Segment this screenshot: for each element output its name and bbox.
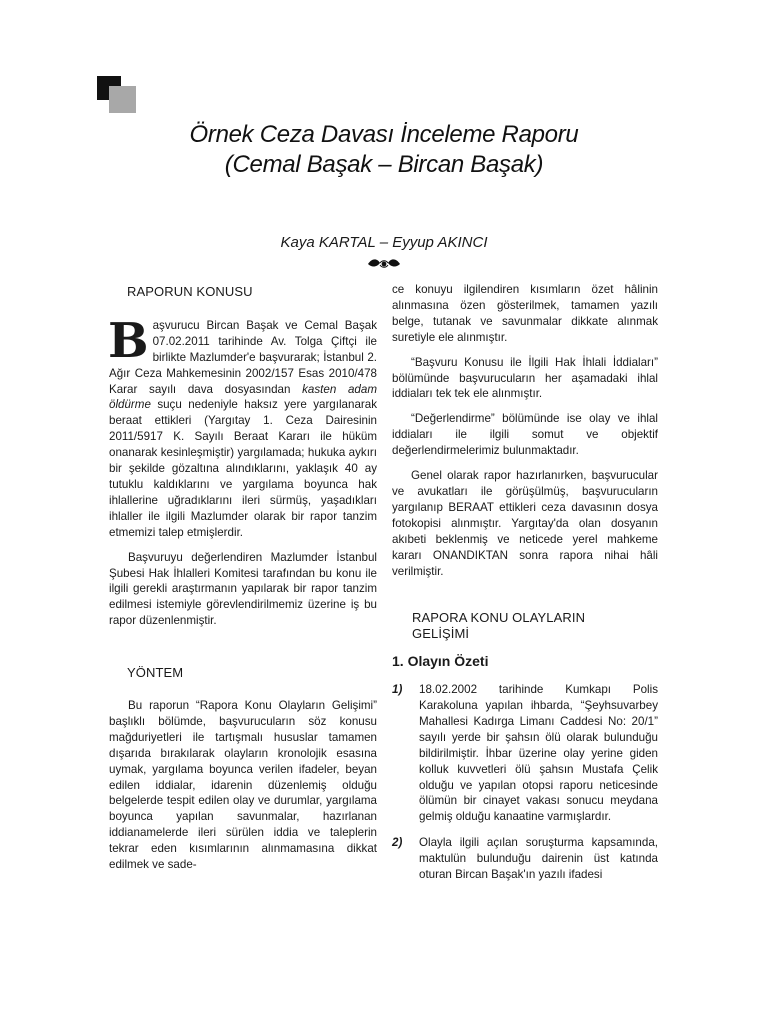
right-paragraph-1: ce konuyu ilgilendiren kısımların özet hâlinin alınmasına özen gösterilmek, tamamen yazılı belge, tutanak ve savunmalar dikkate alınmak suretiyle ele alınmıştır. xyxy=(392,283,658,344)
list-item xyxy=(392,835,658,883)
section-heading-konu: RAPORUN KONUSU xyxy=(127,284,253,299)
right-paragraph-2: “Başvuru Konusu ile İlgili Hak İhlali İddiaları” bölümünde başvurucuların her aşamadaki ihlal iddiaları tek tek ele alınmıştır. xyxy=(392,355,658,401)
gelisim-heading-line2: GELİŞİMİ xyxy=(412,626,470,642)
konu-p1-emphasis: kasten adam öldürme xyxy=(109,382,377,412)
right-paragraph-4: Genel olarak rapor hazırlanırken, başvurucular ve avukatları ile görüşülmüş, başvurucuların yargılanıp BERAAT ettikleri ceza davasının dosya fotokopisi alınmıştır. Yargıtay'da olan dosyanın akıbeti beklenmiş ve neticede yerel mahkeme kararı ONANDIKTAN sonra rapora nihai hâli verilmiştir. xyxy=(392,469,658,578)
section-heading-yontem: YÖNTEM xyxy=(127,665,184,681)
report-subtitle: (Cemal Başak – Bircan Başak) xyxy=(224,151,544,178)
gelisim-heading-line1: RAPORA KONU OLAYLARIN xyxy=(412,610,586,626)
konu-paragraph-1 xyxy=(108,312,377,541)
report-title: Örnek Ceza Davası İnceleme Raporu xyxy=(189,121,579,148)
konu-p1-text: aşvurucu Bircan Başak ve Cemal Başak 07.02.2011 tarihinde Av. Tolga Çiftçi ile birlikte Mazlumder'e başvurarak; İstanbul 2. Ağır Ceza Mahkemesinin 2002/157 Esas 2010/478 Karar sayılı dava dosyasından xyxy=(109,318,377,396)
konu-paragraph-2: Başvuruyu değerlendiren Mazlumder İstanbul Şubesi Hak İhlalleri Komitesi tarafından bu konu ile ilgili gerekli araştırmanın yapılarak bir rapor tanzim edilmesi istemiyle görevlendirilmemiz üzerine iş bu rapor düzenlenmiştir. xyxy=(109,550,377,628)
logo-gray-square xyxy=(109,86,136,113)
authors: Kaya KARTAL – Eyyup AKINCI xyxy=(280,234,488,251)
list-item-number: 1) xyxy=(392,683,403,697)
subheading-olay-ozeti: 1. Olayın Özeti xyxy=(392,653,489,670)
list-item-text: 18.02.2002 tarihinde Kumkapı Polis Karakoluna yapılan ihbarda, “Şeyhsuvarbey Mahallesi Kadırga Limanı Caddesi No: 20/1” sayılı yerde bir şahsın ölü olarak bulunduğu bildirilmiştir. İhbar üzerine olay yerine giden kolluk kuvvetleri ölü şahsın Mustafa Çelik olduğu ve yapılan otopsi raporu neticesinde ölümün bir cinayet vakası sonucu meydana gelmiş olduğu kanaatine varmışlardır. xyxy=(419,683,658,824)
drop-cap: B xyxy=(108,312,149,369)
right-paragraph-3: “Değerlendirme” bölümünde ise olay ve ihlal iddiaları ile ilgili somut ve objektif değerlendirmelerimiz bulunmaktadır. xyxy=(392,412,658,458)
ornament-icon xyxy=(366,258,402,270)
list-item-number: 2) xyxy=(392,836,403,850)
left-column xyxy=(109,284,377,882)
right-column xyxy=(392,282,658,893)
list-item-text: Olayla ilgili açılan soruşturma kapsamında, maktulün bulunduğu dairenin üst katında oturan Bircan Başak'ın yazılı ifadesi xyxy=(419,836,658,882)
yontem-paragraph-1: Bu raporun “Rapora Konu Olayların Gelişimi” başlıklı bölümde, başvurucuların söz konusu mağduriyetleri ile tartışmalı hususlar tamamen dışarıda bırakılarak olayların kronolojik esasına uymak, yargılama boyunca verilen ifadeler, beyan edilen iddialar, idarenin düzenlemiş olduğu belgelerde tespit edilen olay ve durumlar, yargılama boyunca yapılan savunmalar, hazırlanan iddianamelerde ileri sürülen iddia ve taleplerin tekrar eden kısımlarının alınmamasına dikkat edilmek ve sade- xyxy=(109,699,377,872)
konu-p1-text-rest: suçu nedeniyle haksız yere yargılanarak beraat ettikleri (Yargıtay 1. Ceza Dairesinin 2011/5917 K. Sayılı Beraat Kararı ile hüküm onanarak kesinleşmiştir) yargılamada; hukuka aykırı bir şekilde gözaltına alındıklarını, yaklaşık 40 ay tutuklu kaldıklarını ve yargılama boyunca hak ihlallerine uğradıklarını ileri sürmüş, yaşadıkları ihlaller ile ilgili Mazlumder olarak bir rapor tanzim etmemizi talep etmişlerdir. xyxy=(109,398,377,539)
chapter-logo xyxy=(97,76,139,114)
section-heading-gelisim xyxy=(392,610,658,642)
list-item xyxy=(392,682,658,825)
